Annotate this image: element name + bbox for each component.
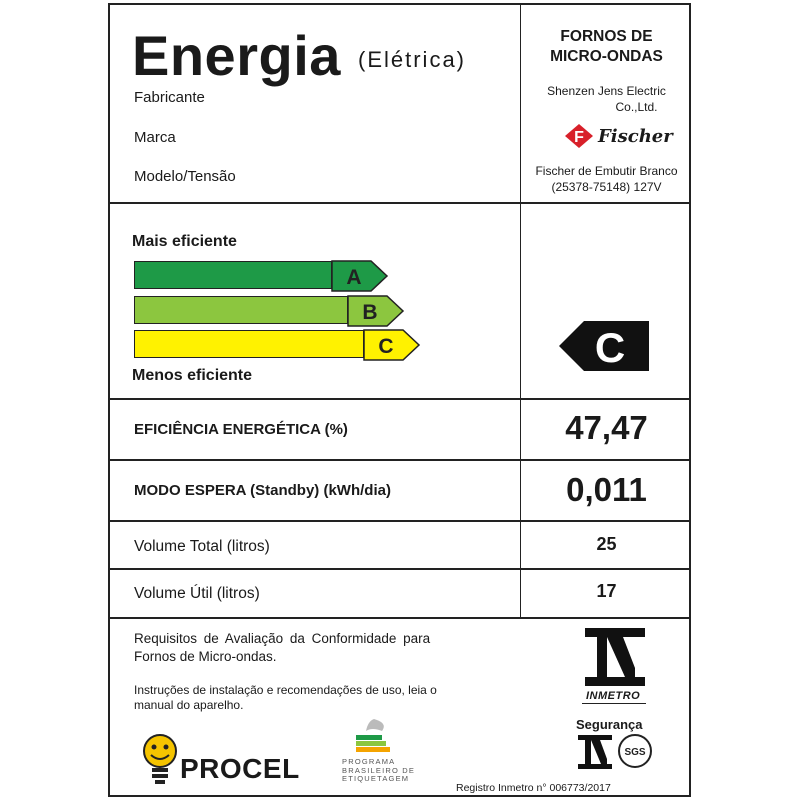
divider [110, 520, 689, 522]
scale-arrow-c [363, 329, 421, 361]
scale-arrow-b [347, 295, 405, 327]
inmetro-logo-icon [585, 628, 645, 686]
pbe-logo-text: PROGRAMA BRASILEIRO DE ETIQUETAGEM [342, 757, 416, 783]
row-label-eficiencia: EFICIÊNCIA ENERGÉTICA (%) [134, 421, 348, 438]
scale-letter-b: B [362, 301, 378, 324]
scale-letter-a: A [346, 266, 362, 289]
model-value: Fischer de Embutir Branco (25378-75148) 127V [535, 164, 678, 194]
fischer-logo-icon [564, 123, 594, 149]
divider [110, 202, 689, 204]
field-marca: Marca [134, 129, 176, 146]
sgs-seal-icon [617, 733, 653, 769]
brand-name: Fischer [598, 125, 673, 147]
inmetro-underline [582, 703, 646, 704]
scale-top-label: Mais eficiente [132, 233, 237, 250]
row-value-eficiencia: 47,47 [565, 409, 648, 446]
divider [110, 568, 689, 570]
row-value-standby: 0,011 [566, 471, 647, 508]
label-subtitle: (Elétrica) [358, 47, 467, 72]
divider [110, 398, 689, 400]
requirements-text: Requisitos de Avaliação da Conformidade para Fornos de Micro-ondas. [134, 631, 431, 664]
scale-bar-a [134, 261, 332, 289]
row-value-volume-total: 25 [596, 534, 617, 554]
field-modelo-tensao: Modelo/Tensão [134, 168, 236, 185]
svg-text:F: F [574, 129, 584, 146]
divider [110, 617, 689, 619]
scale-bottom-label: Menos eficiente [132, 367, 253, 384]
inmetro-security-icon [578, 735, 612, 769]
inmetro-text: INMETRO [586, 690, 641, 702]
scale-letter-c: C [378, 335, 394, 358]
manufacturer-value: Shenzen Jens Electric Co.,Ltd. [547, 84, 666, 114]
divider [110, 459, 689, 461]
row-value-volume-util: 17 [596, 581, 617, 601]
registro-inmetro: Registro Inmetro n° 006773/2017 [456, 782, 611, 794]
svg-text:SGS: SGS [624, 747, 646, 758]
procel-logo: PROCEL [180, 753, 300, 784]
row-label-standby: MODO ESPERA (Standby) (kWh/dia) [134, 482, 391, 499]
row-label-volume-util: Volume Útil (litros) [134, 585, 260, 602]
rating-indicator [558, 320, 650, 372]
procel-lightbulb-icon [140, 733, 180, 787]
row-label-volume-total: Volume Total (litros) [134, 538, 270, 555]
label-title: Energia [132, 24, 341, 87]
scale-bar-c [134, 330, 364, 358]
seguranca-label: Segurança [576, 717, 643, 732]
pbe-logo-icon [352, 717, 396, 757]
scale-arrow-a [331, 260, 389, 292]
instructions-text: Instruções de instalação e recomendações de uso, leia o manual do aparelho. [134, 683, 437, 712]
scale-bar-b [134, 296, 348, 324]
field-fabricante: Fabricante [134, 89, 205, 106]
brand-logo [564, 123, 673, 149]
rating-letter: C [594, 324, 626, 371]
product-type: FORNOS DE MICRO-ONDAS [550, 28, 663, 65]
energy-label [108, 3, 691, 797]
